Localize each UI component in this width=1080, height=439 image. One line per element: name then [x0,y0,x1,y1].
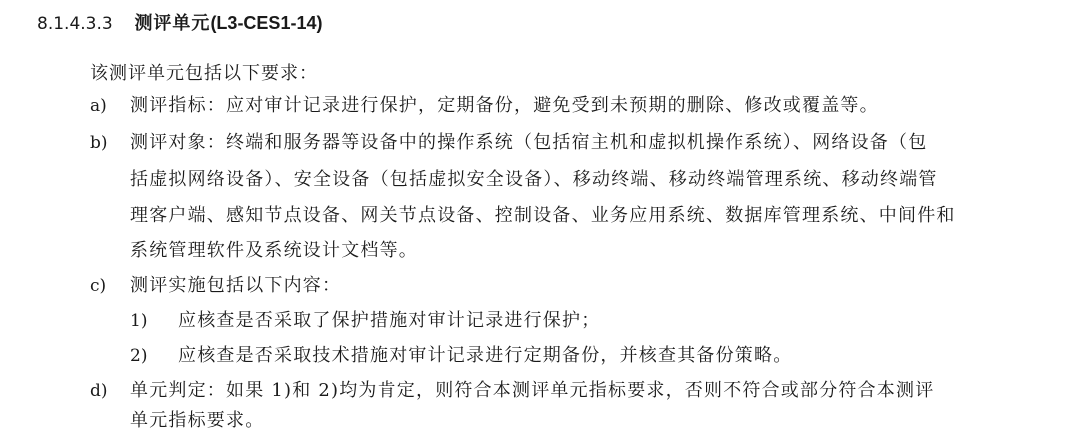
item-marker-a: a) [90,96,107,116]
section-code: (L3-CES1-14) [210,13,323,33]
item-b-line-3: 理客户端、感知节点设备、网关节点设备、控制设备、业务应用系统、数据库管理系统、中间件和 [130,205,956,226]
subitem-2-text: 应核查是否采取技术措施对审计记录进行定期备份，并核查其备份策略。 [178,345,793,366]
item-marker-d: d) [90,381,108,401]
item-b-line-2: 括虚拟网络设备）、安全设备（包括虚拟安全设备）、移动终端、移动终端管理系统、移动终端管 [130,169,938,190]
item-d-line-1: 单元判定：如果 1)和 2)均为肯定，则符合本测评单元指标要求，否则不符合或部分符合本测评 [130,380,935,401]
item-c-line-1: 测评实施包括以下内容： [130,275,342,296]
item-b-line-1: 测评对象：终端和服务器等设备中的操作系统（包括宿主机和虚拟机操作系统）、网络设备（包 [130,132,928,153]
subitem-1-text: 应核查是否采取了保护措施对审计记录进行保护； [178,310,601,331]
item-a-line-1: 测评指标：应对审计记录进行保护，定期备份，避免受到未预期的删除、修改或覆盖等。 [130,95,879,116]
section-title: 测评单元 [134,13,211,34]
item-marker-b: b) [90,133,108,153]
section-heading [37,10,322,36]
subitem-marker-2: 2) [130,346,148,366]
section-number: 8.1.4.3.3 [37,14,113,34]
intro-text: 该测评单元包括以下要求： [90,63,318,84]
item-b-line-4: 系统管理软件及系统设计文档等。 [130,240,418,261]
item-marker-c: c) [90,276,107,296]
subitem-marker-1: 1) [130,311,148,331]
item-d-line-2: 单元指标要求。 [130,410,265,431]
